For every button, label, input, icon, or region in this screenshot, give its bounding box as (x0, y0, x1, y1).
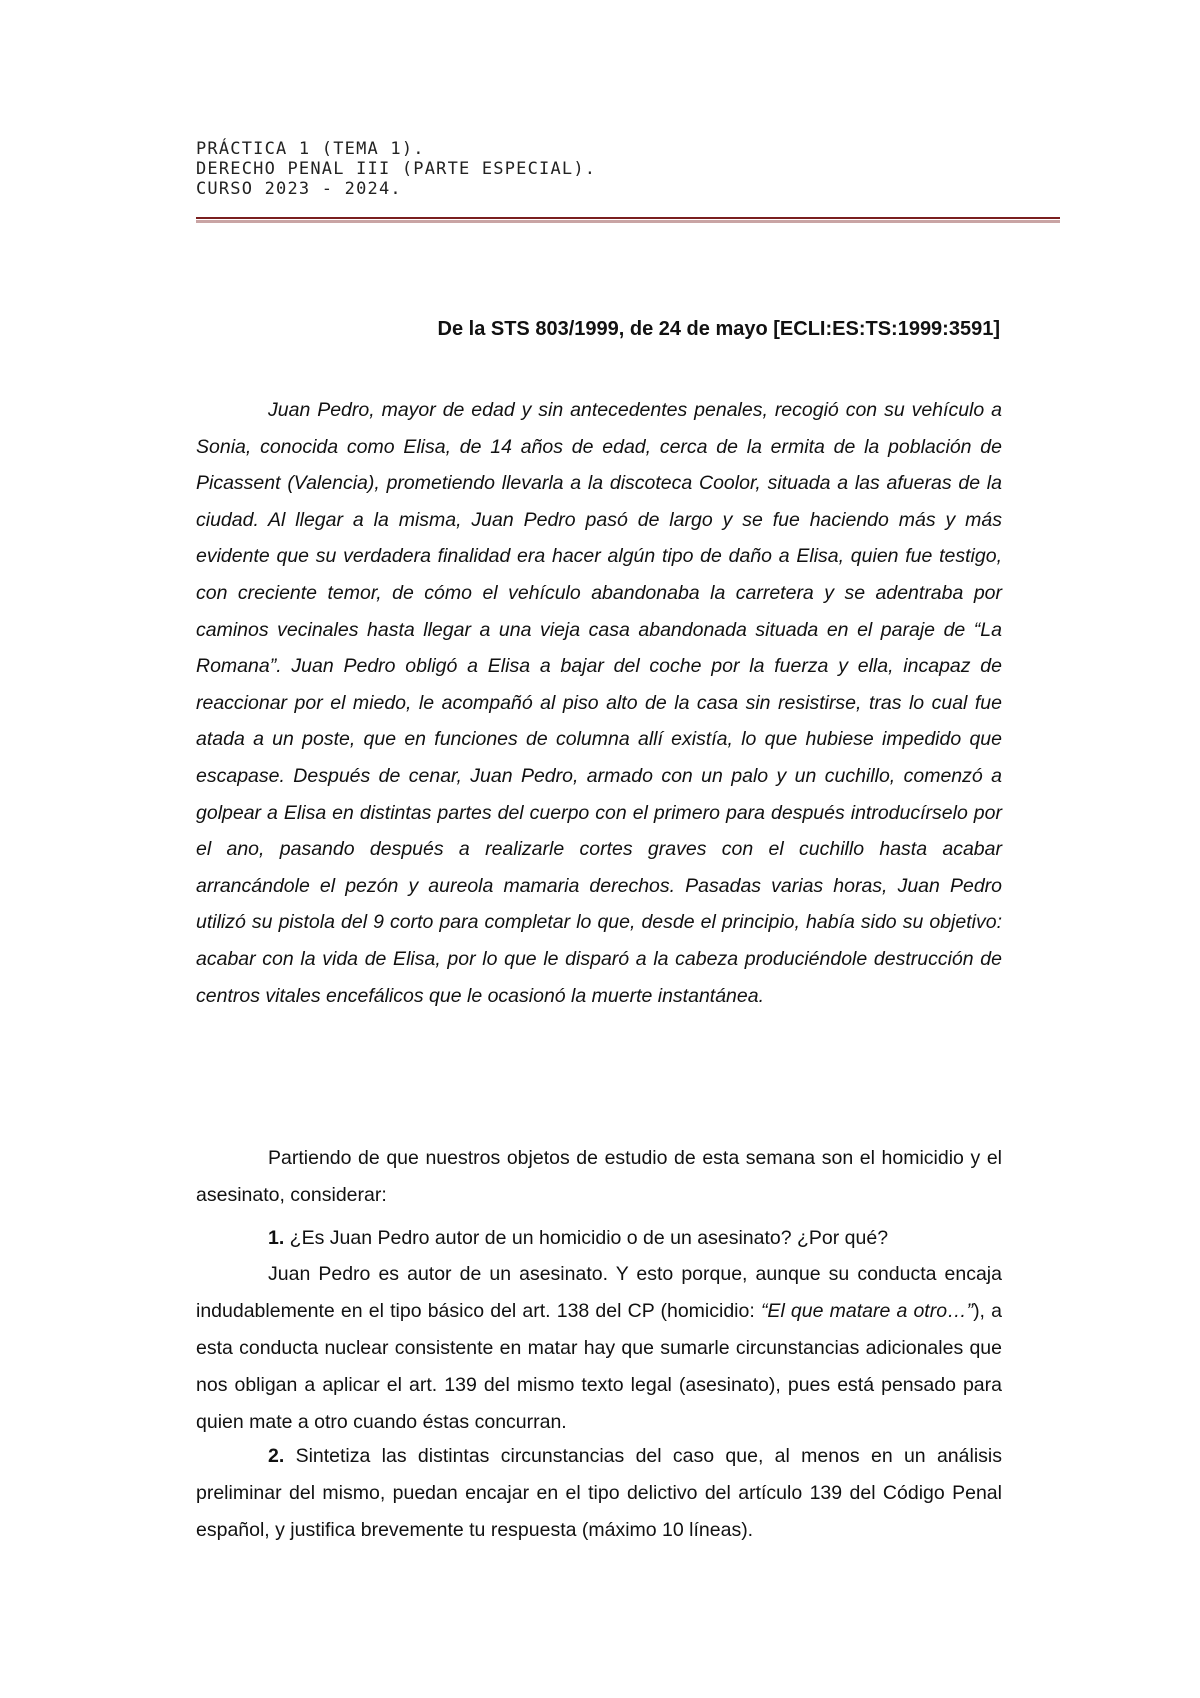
question-1-text: ¿Es Juan Pedro autor de un homicidio o de un asesinato? ¿Por qué? (284, 1227, 889, 1249)
answer-1-quote: “El que matare a otro…” (760, 1300, 974, 1322)
answer-1-part1: Juan Pedro es autor de un asesinato. Y esto porque, aunque su conducta encaja indudablemente en el tipo básico del art. 138 del CP (homicidio: (196, 1263, 1002, 1322)
header-line-practice: PRÁCTICA 1 (TEMA 1). (196, 139, 425, 159)
source-title: De la STS 803/1999, de 24 de mayo [ECLI:ES:TS:1999:3591] (437, 318, 1000, 340)
question-1-number: 1. (268, 1227, 285, 1249)
header-line-academic-year: CURSO 2023 - 2024. (196, 179, 402, 199)
question-2 (196, 1438, 1002, 1549)
question-2-number: 2. (268, 1445, 285, 1467)
header-line-course-name: DERECHO PENAL III (PARTE ESPECIAL). (196, 159, 597, 179)
header-divider (196, 217, 1060, 223)
answer-1 (196, 1256, 1002, 1441)
case-facts-paragraph: Juan Pedro, mayor de edad y sin antecedentes penales, recogió con su vehículo a Sonia, conocida como Elisa, de 14 años de edad, cerca de la ermita de la población de Picassent (Valencia), prometiendo llevarla a la discoteca Coolor, situada a las afueras de la ciudad. Al llegar a la misma, Juan Pedro pasó de largo y se fue haciendo más y más evidente que su verdadera finalidad era hacer algún tipo de daño a Elisa, quien fue testigo, con creciente temor, de cómo el vehículo abandonaba la carretera y se adentraba por caminos vecinales hasta llegar a una vieja casa abandonada situada en el paraje de “La Romana”. Juan Pedro obligó a Elisa a bajar del coche por la fuerza y ella, incapaz de reaccionar por el miedo, le acompañó al piso alto de la casa sin resistirse, tras lo cual fue atada a un poste, que en funciones de columna allí existía, lo que hubiese impedido que escapase. Después de cenar, Juan Pedro, armado con un palo y un cuchillo, comenzó a golpear a Elisa en distintas partes del cuerpo con el primero para después introducírselo por el ano, pasando después a realizarle cortes graves con el cuchillo hasta acabar arrancándole el pezón y aureola mamaria derechos. Pasadas varias horas, Juan Pedro utilizó su pistola del 9 corto para completar lo que, desde el principio, había sido su objetivo: acabar con la vida de Elisa, por lo que le disparó a la cabeza produciéndole destrucción de centros vitales encefálicos que le ocasionó la muerte instantánea. (196, 399, 1002, 1007)
document-header (196, 139, 1056, 199)
question-1 (196, 1220, 1002, 1257)
question-2-text: Sintetiza las distintas circunstancias del caso que, al menos en un análisis preliminar del mismo, puedan encajar en el tipo delictivo del artículo 139 del Código Penal español, y justifica brevemente tu respuesta (máximo 10 líneas). (196, 1445, 1002, 1541)
answer-1-part2: ), a esta conducta nuclear consistente en matar hay que sumarle circunstancias adicionales que nos obligan a aplicar el art. 139 del mismo texto legal (asesinato), pues está pensado para quien mate a otro cuando éstas concurran. (196, 1300, 1002, 1433)
intro-paragraph: Partiendo de que nuestros objetos de estudio de esta semana son el homicidio y el asesinato, considerar: (196, 1147, 1002, 1206)
